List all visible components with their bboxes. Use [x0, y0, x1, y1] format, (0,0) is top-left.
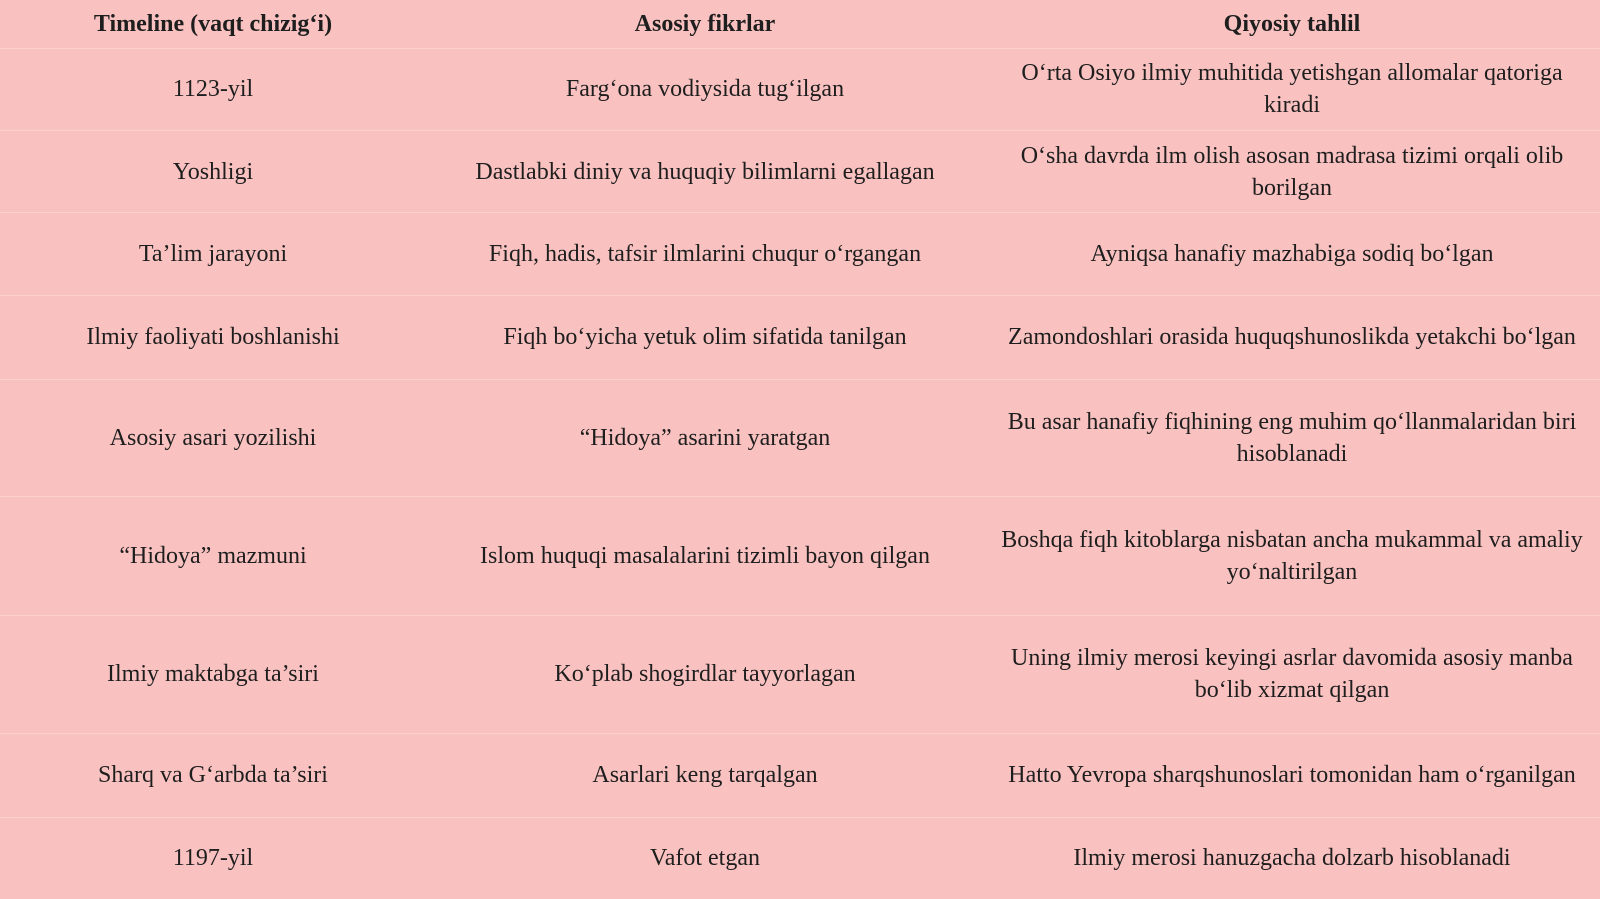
timeline-cell: Ta’lim jarayoni — [0, 213, 426, 296]
main-idea-cell: Ko‘plab shogirdlar tayyorlagan — [426, 615, 984, 733]
timeline-cell: Sharq va G‘arbda ta’siri — [0, 734, 426, 818]
analysis-cell: O‘rta Osiyo ilmiy muhitida yetishgan allomalar qatoriga kiradi — [984, 49, 1600, 131]
analysis-cell: Ayniqsa hanafiy mazhabiga sodiq bo‘lgan — [984, 213, 1600, 296]
timeline-cell: 1123-yil — [0, 49, 426, 131]
header-row — [0, 0, 1600, 49]
column-header-comparative-analysis: Qiyosiy tahlil — [984, 0, 1600, 49]
table-row — [0, 379, 1600, 496]
analysis-cell: Zamondoshlari orasida huquqshunoslikda yetakchi bo‘lgan — [984, 296, 1600, 380]
analysis-cell: Ilmiy merosi hanuzgacha dolzarb hisoblanadi — [1073, 845, 1511, 872]
main-idea-cell: “Hidoya” asarini yaratgan — [426, 379, 984, 496]
main-idea-cell: Farg‘ona vodiysida tug‘ilgan — [426, 49, 984, 131]
analysis-cell: Uning ilmiy merosi keyingi asrlar davomida asosiy manba bo‘lib xizmat qilgan — [984, 615, 1600, 733]
column-header-main-ideas: Asosiy fikrlar — [426, 0, 984, 49]
table-row — [0, 296, 1600, 380]
main-idea-cell: Asarlari keng tarqalgan — [426, 734, 984, 818]
main-idea-cell: Islom huquqi masalalarini tizimli bayon qilgan — [426, 497, 984, 615]
main-idea-cell: Fiqh, hadis, tafsir ilmlarini chuqur o‘rgangan — [426, 213, 984, 296]
timeline-cell: Asosiy asari yozilishi — [0, 379, 426, 496]
main-idea-cell: Vafot etgan — [650, 845, 760, 872]
table-row — [0, 213, 1600, 296]
table-row — [0, 49, 1600, 131]
column-header-timeline: Timeline (vaqt chizig‘i) — [0, 0, 426, 49]
timeline-cell: Ilmiy faoliyati boshlanishi — [0, 296, 426, 380]
table-row — [0, 817, 1600, 899]
timeline-cell: Yoshligi — [0, 130, 426, 213]
table-row — [0, 497, 1600, 615]
timeline-cell: 1197-yil — [172, 845, 254, 872]
analysis-cell: Boshqa fiqh kitoblarga nisbatan ancha mukammal va amaliy yo‘naltirilgan — [984, 497, 1600, 615]
analysis-cell: Bu asar hanafiy fiqhining eng muhim qo‘llanmalaridan biri hisoblanadi — [984, 379, 1600, 496]
main-idea-cell: Dastlabki diniy va huquqiy bilimlarni egallagan — [426, 130, 984, 213]
table-row — [0, 130, 1600, 213]
timeline-cell: Ilmiy maktabga ta’siri — [0, 615, 426, 733]
table-row — [0, 734, 1600, 818]
analysis-cell: O‘sha davrda ilm olish asosan madrasa tizimi orqali olib borilgan — [984, 130, 1600, 213]
table-row — [0, 615, 1600, 733]
main-idea-cell: Fiqh bo‘yicha yetuk olim sifatida tanilgan — [426, 296, 984, 380]
timeline-cell: “Hidoya” mazmuni — [0, 497, 426, 615]
analysis-cell: Hatto Yevropa sharqshunoslari tomonidan ham o‘rganilgan — [984, 734, 1600, 818]
